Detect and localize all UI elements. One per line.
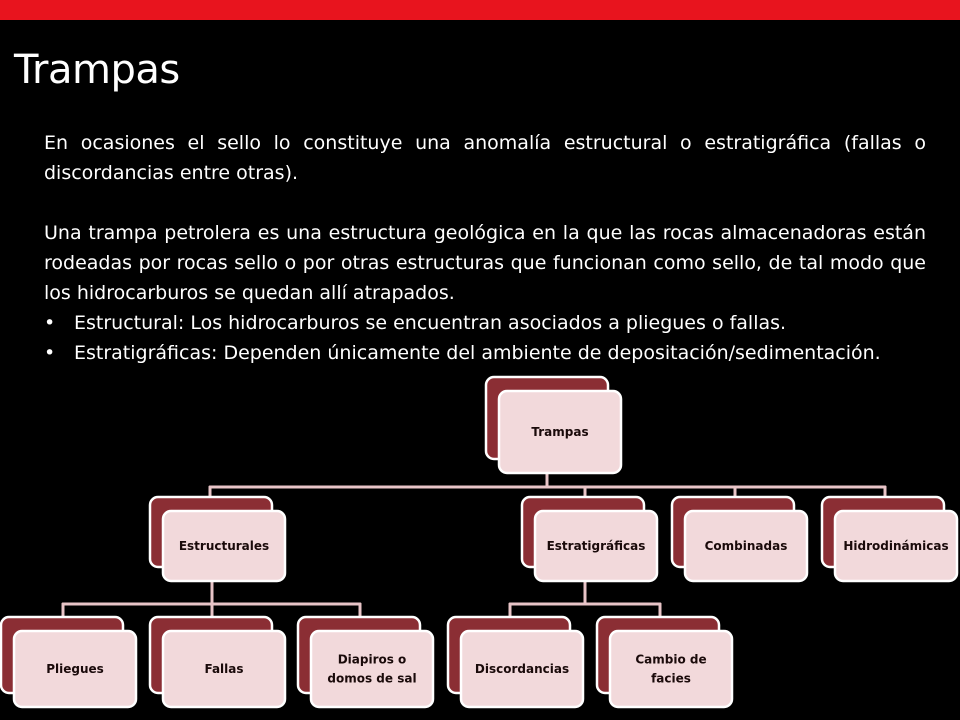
node-label: Discordancias (474, 662, 570, 676)
node-estructurales (150, 497, 285, 581)
bullet-estratigraficas: • Estratigráficas: Dependen únicamente del ambiente de depositación/sedimentación. (44, 338, 926, 368)
node-label: Estructurales (178, 539, 270, 553)
node-estratigraficas (522, 497, 657, 581)
node-cambio-de-facies (597, 617, 732, 707)
node-discordancias (448, 617, 583, 707)
node-label: facies (651, 671, 691, 686)
node-fallas (150, 617, 285, 707)
node-combinadas (672, 497, 807, 581)
node-label: Diapiros o (337, 652, 407, 667)
bullet-estructural: • Estructural: Los hidrocarburos se encuentran asociados a pliegues o fallas. (44, 308, 926, 338)
slide-title: Trampas (14, 47, 180, 93)
node-box (311, 631, 433, 707)
node-label: Estratigráficas (546, 539, 646, 553)
node-label: domos de sal (327, 671, 417, 686)
node-label: Trampas (531, 425, 589, 439)
node-label: Hidrodinámicas (843, 539, 949, 553)
node-label: Fallas (204, 662, 244, 676)
nodes (1, 377, 957, 707)
node-hidrodinamicas (822, 497, 957, 581)
node-label: Cambio de (635, 652, 707, 667)
node-box (610, 631, 732, 707)
node-diapiros (298, 617, 433, 707)
node-label: Combinadas (704, 539, 788, 553)
definition-paragraph: Una trampa petrolera es una estructura geológica en la que las rocas almacenadoras están rodeadas por rocas sello o por otras estructuras que funcionan como sello, de tal modo que los hidrocarburos se quedan allí atrapados. (44, 222, 926, 304)
intro-paragraph: En ocasiones el sello lo constituye una anomalía estructural o estratigráfica (fallas o discordancias entre otras). (44, 132, 926, 184)
node-trampas (486, 377, 621, 473)
node-pliegues (1, 617, 136, 707)
node-label: Pliegues (46, 662, 104, 676)
